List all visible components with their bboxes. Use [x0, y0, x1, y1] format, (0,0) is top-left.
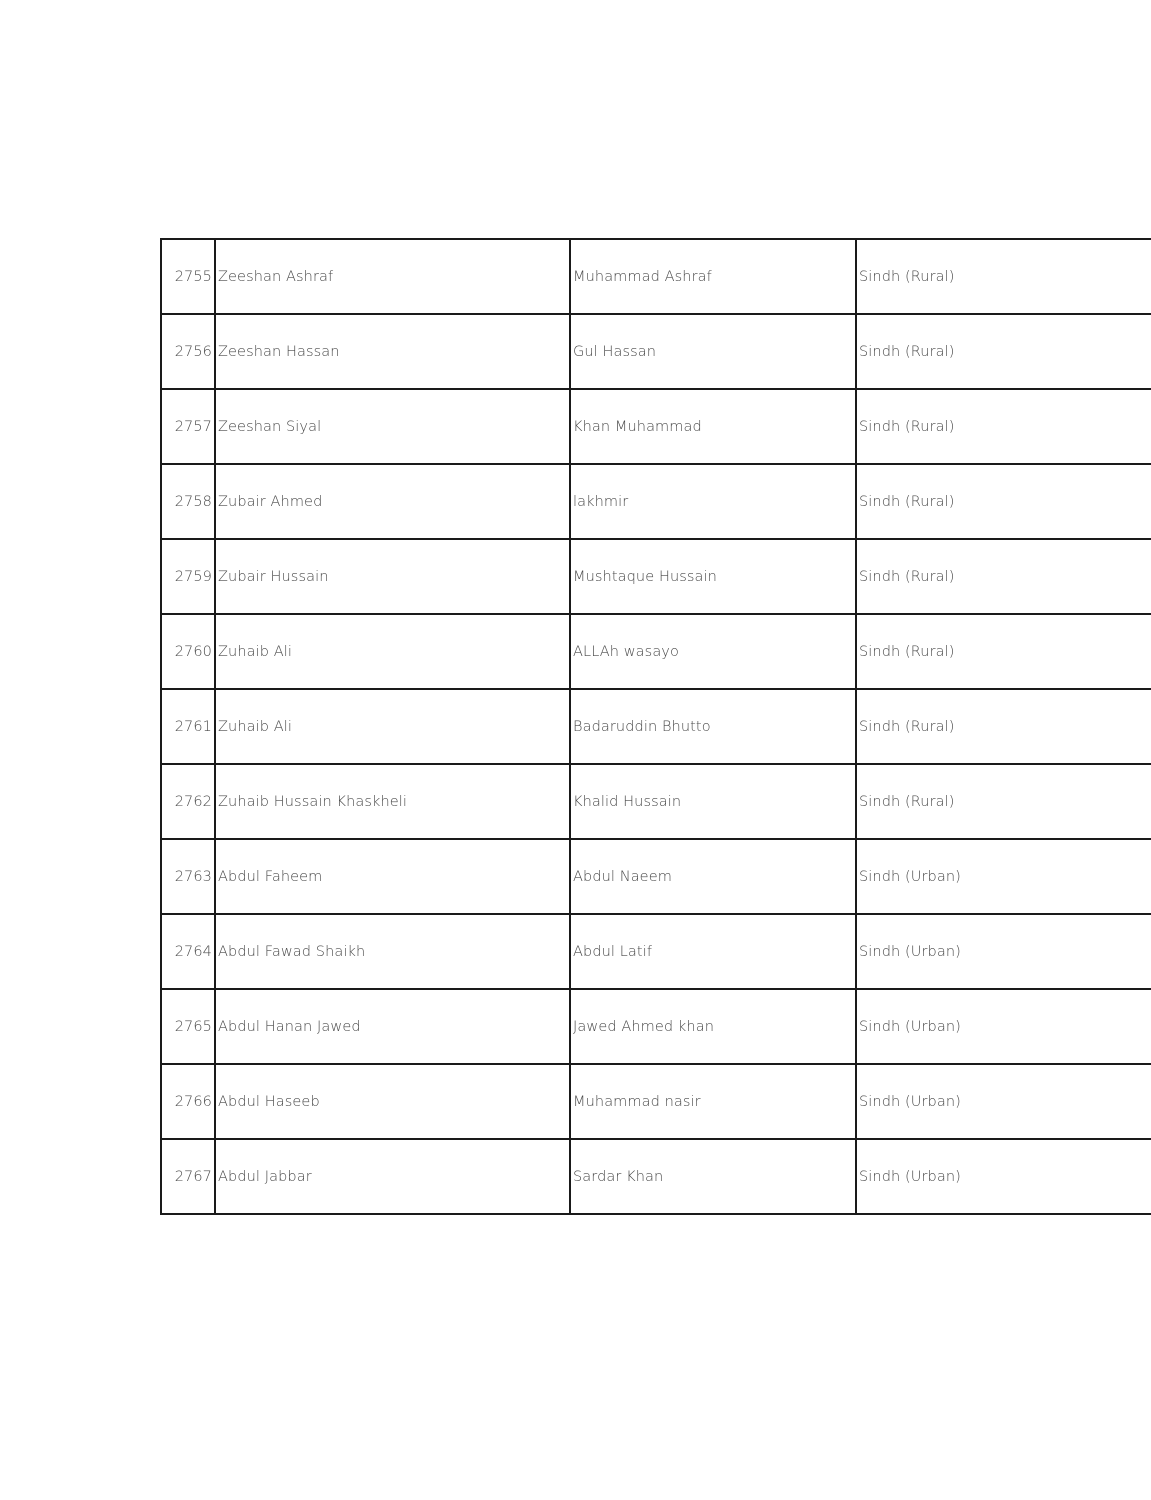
serial-number-cell: 2761: [161, 689, 215, 764]
domicile-cell: Sindh (Urban): [856, 914, 1151, 989]
father-name-cell: Sardar Khan: [570, 1139, 856, 1214]
table-row: [161, 989, 1151, 1064]
name-cell: Abdul Hanan Jawed: [215, 989, 570, 1064]
serial-number-cell: 2765: [161, 989, 215, 1064]
table-row: [161, 239, 1151, 314]
domicile-cell: Sindh (Rural): [856, 764, 1151, 839]
father-name-cell: ALLAh wasayo: [570, 614, 856, 689]
domicile-cell: Sindh (Urban): [856, 989, 1151, 1064]
domicile-cell: Sindh (Urban): [856, 1064, 1151, 1139]
domicile-cell: Sindh (Rural): [856, 314, 1151, 389]
table-row: [161, 914, 1151, 989]
father-name-cell: Khalid Hussain: [570, 764, 856, 839]
serial-number-cell: 2763: [161, 839, 215, 914]
name-cell: Zeeshan Siyal: [215, 389, 570, 464]
table-row: [161, 314, 1151, 389]
table-row: [161, 464, 1151, 539]
serial-number-cell: 2767: [161, 1139, 215, 1214]
table-row: [161, 1064, 1151, 1139]
table-row: [161, 689, 1151, 764]
serial-number-cell: 2756: [161, 314, 215, 389]
father-name-cell: Badaruddin Bhutto: [570, 689, 856, 764]
domicile-cell: Sindh (Rural): [856, 614, 1151, 689]
name-cell: Zuhaib Hussain Khaskheli: [215, 764, 570, 839]
serial-number-cell: 2760: [161, 614, 215, 689]
name-cell: Abdul Haseeb: [215, 1064, 570, 1139]
name-cell: Zubair Hussain: [215, 539, 570, 614]
domicile-cell: Sindh (Urban): [856, 1139, 1151, 1214]
name-cell: Zubair Ahmed: [215, 464, 570, 539]
name-cell: Zeeshan Ashraf: [215, 239, 570, 314]
serial-number-cell: 2755: [161, 239, 215, 314]
father-name-cell: Muhammad Ashraf: [570, 239, 856, 314]
serial-number-cell: 2766: [161, 1064, 215, 1139]
serial-number-cell: 2758: [161, 464, 215, 539]
father-name-cell: Muhammad nasir: [570, 1064, 856, 1139]
father-name-cell: Khan Muhammad: [570, 389, 856, 464]
name-cell: Zuhaib Ali: [215, 614, 570, 689]
domicile-cell: Sindh (Rural): [856, 539, 1151, 614]
father-name-cell: Mushtaque Hussain: [570, 539, 856, 614]
serial-number-cell: 2762: [161, 764, 215, 839]
table-row: [161, 839, 1151, 914]
table-row: [161, 389, 1151, 464]
candidates-table: [160, 238, 1151, 1215]
father-name-cell: Abdul Naeem: [570, 839, 856, 914]
name-cell: Abdul Jabbar: [215, 1139, 570, 1214]
name-cell: Zeeshan Hassan: [215, 314, 570, 389]
serial-number-cell: 2759: [161, 539, 215, 614]
table-row: [161, 764, 1151, 839]
father-name-cell: Gul Hassan: [570, 314, 856, 389]
table-row: [161, 1139, 1151, 1214]
serial-number-cell: 2757: [161, 389, 215, 464]
domicile-cell: Sindh (Urban): [856, 839, 1151, 914]
name-cell: Abdul Fawad Shaikh: [215, 914, 570, 989]
serial-number-cell: 2764: [161, 914, 215, 989]
name-cell: Zuhaib Ali: [215, 689, 570, 764]
father-name-cell: lakhmir: [570, 464, 856, 539]
domicile-cell: Sindh (Rural): [856, 239, 1151, 314]
domicile-cell: Sindh (Rural): [856, 689, 1151, 764]
table-row: [161, 614, 1151, 689]
domicile-cell: Sindh (Rural): [856, 464, 1151, 539]
domicile-cell: Sindh (Rural): [856, 389, 1151, 464]
father-name-cell: Abdul Latif: [570, 914, 856, 989]
name-cell: Abdul Faheem: [215, 839, 570, 914]
father-name-cell: Jawed Ahmed khan: [570, 989, 856, 1064]
table-row: [161, 539, 1151, 614]
